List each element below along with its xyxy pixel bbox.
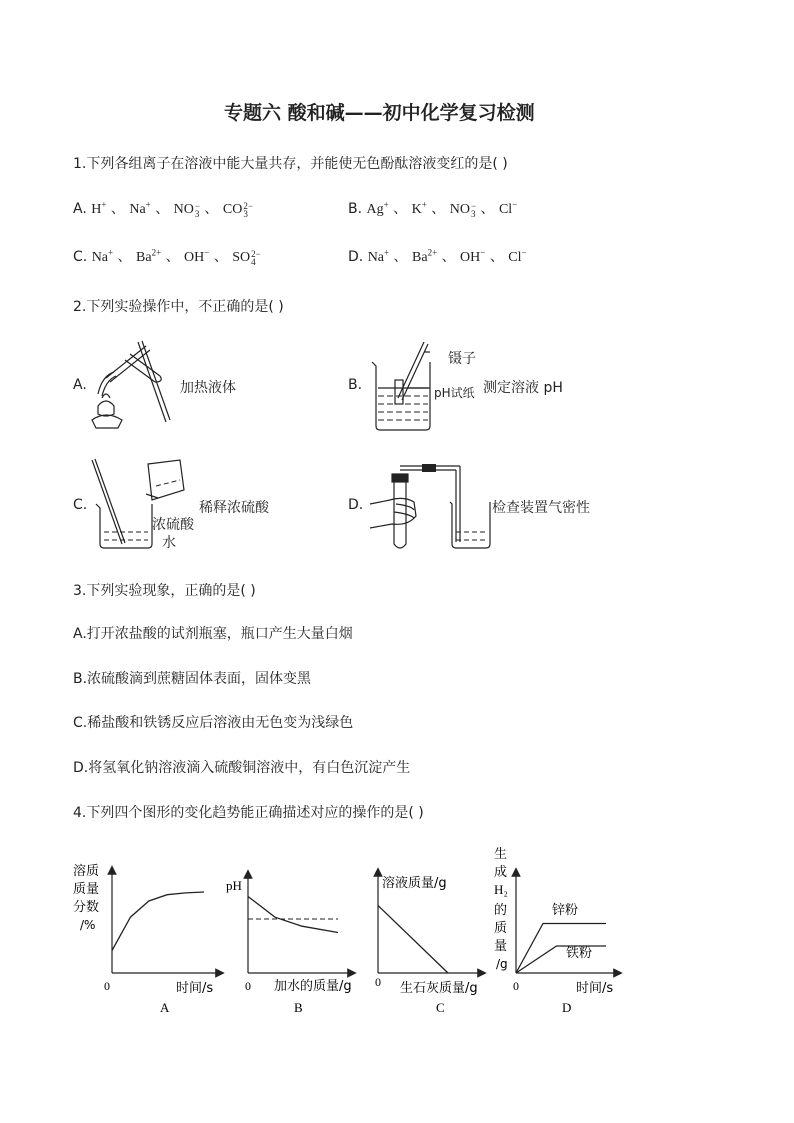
graph-d-xlabel: 时间/s	[576, 981, 614, 996]
graph-a-ylabel-4: /%	[80, 918, 96, 932]
graph-d-iron-label: 铁粉	[566, 946, 593, 961]
ion-na: Na+	[367, 247, 390, 265]
graph-d-ylabel-6: 量	[494, 939, 508, 954]
graph-c-xlabel: 生石灰质量/g	[400, 981, 478, 996]
ion-k: K+	[411, 199, 427, 217]
graph-b-letter: B	[294, 1000, 303, 1015]
q3-stem: 3.下列实验现象，正确的是( )	[73, 583, 256, 599]
graph-b-ylabel: pH	[226, 878, 242, 893]
q2-option-a-label[interactable]: A.	[73, 377, 87, 393]
q2-c-caption: 稀释浓硫酸	[199, 500, 269, 516]
q4-stem: 4.下列四个图形的变化趋势能正确描述对应的操作的是( )	[73, 805, 424, 821]
q2-stem: 2.下列实验操作中，不正确的是( )	[73, 299, 284, 315]
graph-d-curve-iron	[516, 946, 606, 973]
graph-b-xlabel: 加水的质量/g	[274, 979, 352, 994]
graph-d-letter: D	[562, 1000, 572, 1015]
graph-a-ylabel-2: 质量	[73, 882, 100, 897]
graph-b-curve	[248, 897, 338, 933]
ion-ba: $Ba^{2+}$	[412, 247, 438, 265]
graph-b	[226, 874, 352, 1015]
q3-option-a[interactable]: A.打开浓盐酸的试剂瓶塞，瓶口产生大量白烟	[73, 626, 353, 642]
q3-option-b[interactable]: B.浓硫酸滴到蔗糖固体表面，固体变黑	[73, 671, 312, 687]
q2-option-c-label[interactable]: C.	[73, 497, 88, 513]
q2-b-caption: 测定溶液 pH	[483, 380, 563, 396]
graph-c-curve	[378, 906, 448, 974]
airtightness-illustration	[368, 456, 492, 556]
graph-d-ylabel-3: H₂	[494, 882, 508, 897]
ion-oh: OH−	[460, 247, 486, 265]
graph-d-curve-zinc	[516, 924, 606, 974]
graph-c-origin: 0	[375, 975, 381, 989]
ion-cl: Cl−	[498, 199, 518, 217]
q2-option-b-label[interactable]: B.	[348, 377, 363, 393]
q1-option-c[interactable]: C. Na+ 、 $Ba^{2+}$ 、 OH− 、 SO 2− 4	[73, 247, 261, 267]
q1-option-d[interactable]: D. Na+ 、 $Ba^{2+}$ 、 OH− 、 Cl−	[348, 247, 527, 265]
graph-a-letter: A	[160, 1000, 170, 1015]
q3-option-c[interactable]: C.稀盐酸和铁锈反应后溶液由无色变为浅绿色	[73, 715, 354, 731]
option-label: C.	[73, 249, 88, 265]
q1-option-b[interactable]: B. Ag+ 、 K+ 、 NO − 3 、 Cl−	[348, 199, 518, 219]
q2-a-caption: 加热液体	[180, 380, 236, 396]
ion-no3: NO − 3	[449, 200, 477, 219]
graph-a-ylabel-3: 分数	[73, 900, 100, 915]
tweezers-label: 镊子	[448, 351, 476, 367]
ion-so4: SO 2− 4	[232, 248, 261, 267]
option-label: A.	[73, 201, 87, 217]
graph-a-ylabel-1: 溶质	[73, 864, 100, 879]
graph-d-ylabel-1: 生	[494, 847, 508, 862]
q1-stem: 1.下列各组离子在溶液中能大量共存，并能使无色酚酞溶液变红的是( )	[73, 156, 508, 172]
ion-oh: OH−	[184, 247, 210, 265]
option-label: D.	[348, 249, 364, 265]
ion-na: Na+	[129, 199, 151, 217]
graph-a-xlabel: 时间/s	[176, 981, 214, 996]
dilute-acid-illustration	[86, 456, 196, 552]
q4-graphs	[70, 840, 630, 1020]
graph-a	[73, 863, 220, 1015]
graph-c-letter: C	[436, 1000, 445, 1015]
option-label: B.	[348, 201, 363, 217]
ion-cl: Cl−	[508, 247, 527, 265]
graph-d-zinc-label: 锌粉	[552, 903, 579, 918]
ion-ag: Ag+	[366, 199, 389, 217]
graph-d	[494, 846, 618, 1015]
ph-paper-label: pH试纸	[434, 386, 475, 400]
q3-option-d[interactable]: D.将氢氧化钠溶液滴入硫酸铜溶液中，有白色沉淀产生	[73, 760, 411, 776]
graph-d-ylabel-7: /g	[496, 957, 508, 971]
graph-d-ylabel-5: 质	[494, 921, 508, 936]
graph-b-origin: 0	[245, 979, 251, 993]
graph-d-origin: 0	[513, 979, 519, 993]
graph-d-ylabel-2: 成	[494, 865, 508, 880]
graph-a-origin: 0	[104, 979, 110, 993]
q2-d-caption: 检查装置气密性	[492, 500, 590, 516]
graph-c	[375, 872, 482, 1015]
ion-h: H+	[91, 199, 107, 217]
ion-ba: $Ba^{2+}$	[136, 247, 162, 265]
ion-na: Na+	[91, 247, 114, 265]
graph-c-ylabel: 溶液质量/g	[382, 876, 447, 891]
heating-liquid-illustration	[88, 336, 178, 432]
ion-co3: CO 2− 3	[222, 200, 253, 219]
q1-option-a[interactable]: A. H+ 、 Na+ 、 NO − 3 、 CO 2− 3	[73, 199, 253, 219]
page-title: 专题六 酸和碱——初中化学复习检测	[224, 102, 535, 124]
conc-acid-label: 浓硫酸	[152, 517, 194, 533]
q2-option-d-label[interactable]: D.	[348, 497, 364, 513]
graph-a-curve	[112, 892, 204, 951]
graph-d-ylabel-4: 的	[494, 903, 508, 918]
ion-no3: NO − 3	[173, 200, 200, 219]
water-label: 水	[162, 535, 176, 551]
